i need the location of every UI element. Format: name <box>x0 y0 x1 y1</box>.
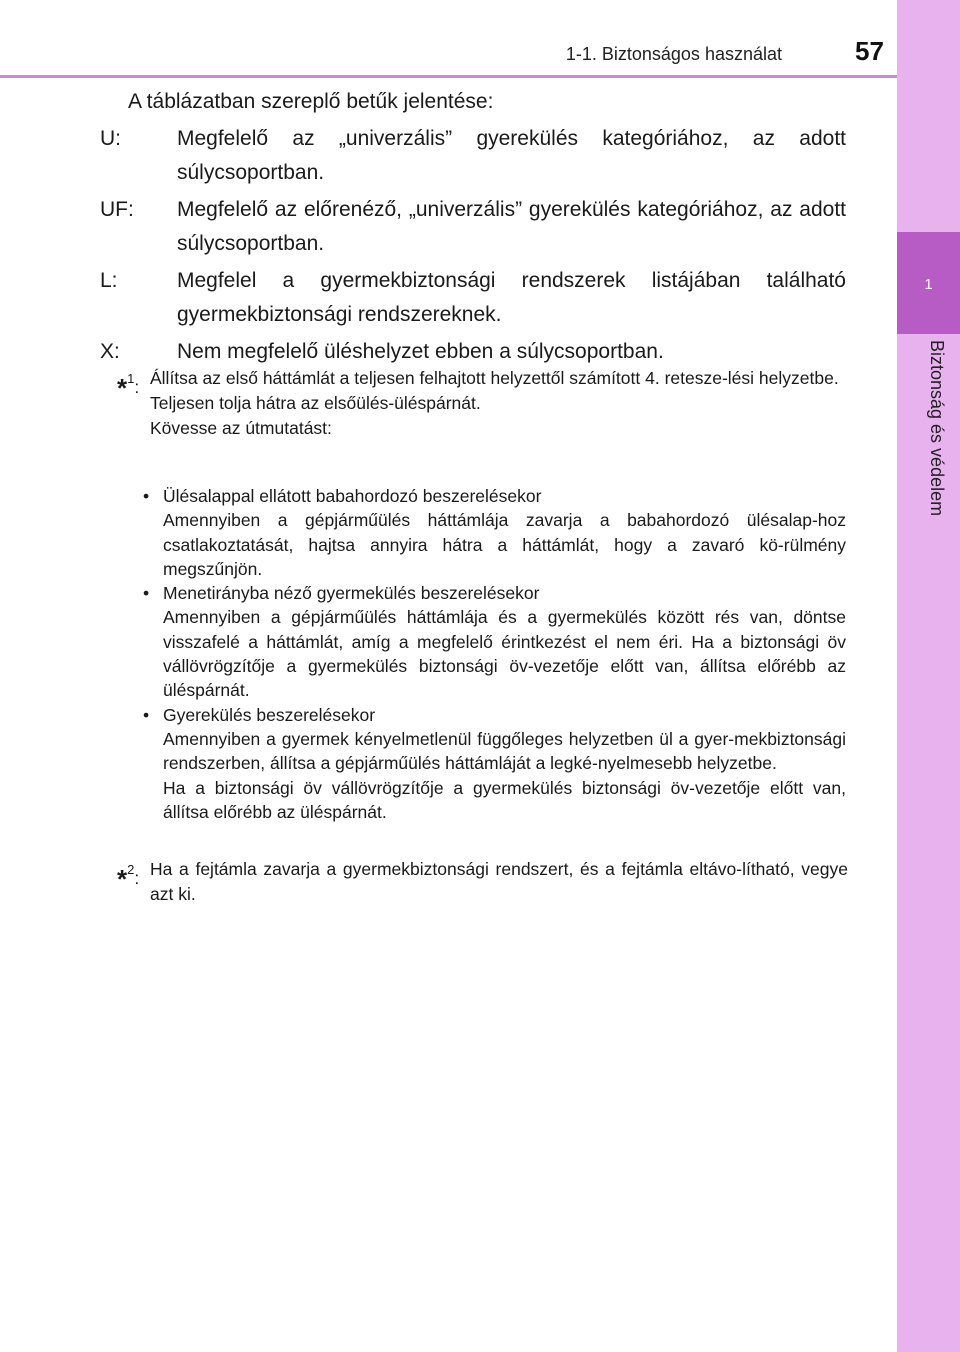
chapter-side-strip <box>897 0 960 1352</box>
footnote-2 <box>112 857 848 907</box>
footnote-line: Állítsa az első háttámlát a teljesen felhajtott helyzettől számított 4. retesze-lési helyzetbe. <box>150 368 839 388</box>
footnote-marker <box>117 366 140 403</box>
footnote-line: Teljesen tolja hátra az elsőülés-üléspárnát. <box>150 393 481 413</box>
chapter-number: 1 <box>924 276 933 293</box>
footnote-line: Kövesse az útmutatást: <box>150 418 332 438</box>
bullet-text: Amennyiben a gyermek kényelmetlenül függőleges helyzetben ül a gyer-mekbiztonsági rendszerben, állítsa a gépjárműülés háttámláját a legké-nyelmesebb helyzetbe. <box>163 728 846 774</box>
page-number: 57 <box>855 36 884 66</box>
definition-text: Megfelelő az „univerzális” gyerekülés kategóriához, az adott súlycsoportban. <box>177 127 846 184</box>
list-item <box>143 581 846 702</box>
asterisk-icon: * <box>117 864 128 894</box>
intro-text: A táblázatban szereplő betűk jelentése: <box>128 90 494 113</box>
bullet-heading: Menetirányba néző gyermekülés beszerelésekor <box>163 583 540 604</box>
footnote-1 <box>112 366 848 441</box>
bullet-heading: Gyerekülés beszerelésekor <box>163 704 376 725</box>
bullet-icon: • <box>143 583 150 604</box>
definition-text: Megfelelő az előrenéző, „univerzális” gyerekülés kategóriához, az adott súlycsoportban. <box>177 198 846 255</box>
bullet-text: Amennyiben a gépjárműülés háttámlája zavarja a babahordozó ülésalap-hoz csatlakoztatását, hajtsa annyira hátra a háttámlát, hogy a zavaró kö-rülmény megszűnjön. <box>163 510 846 579</box>
footnote-marker <box>117 857 140 894</box>
definition-item <box>100 264 846 332</box>
definition-item <box>100 335 846 369</box>
section-title: 1-1. Biztonságos használat <box>565 44 782 64</box>
definition-key: U: <box>100 127 121 150</box>
bullet-text: Ha a biztonsági öv vállövrögzítője a gyermekülés biztonsági öv-vezetője előtt van, állítsa előrébb az üléspárnát. <box>163 777 846 822</box>
bullet-icon: • <box>143 704 150 725</box>
bullet-heading: Ülésalappal ellátott babahordozó beszerelésekor <box>163 486 542 506</box>
footnote-number: 1 <box>127 371 135 386</box>
footnote-colon: : <box>134 377 140 397</box>
bullet-icon: • <box>143 486 150 506</box>
definition-key: L: <box>100 269 118 292</box>
bullet-list <box>143 484 846 824</box>
asterisk-icon: * <box>117 373 128 403</box>
chapter-label: Biztonság és védelem <box>927 340 947 517</box>
definition-key: UF: <box>100 198 134 221</box>
footnote-number: 2 <box>127 862 135 877</box>
definition-list <box>100 122 846 372</box>
list-item <box>143 484 846 581</box>
bullet-text: Amennyiben a gépjárműülés háttámlája és a gyermekülés között rés van, döntse visszafelé a háttámlát, amíg a megfelelő érintkezést el nem éri. Ha a biztonsági öv vállövrögzítője a gyermekülés biztonsági öv-vezetője előtt van, állítsa előrébb az üléspárnát. <box>163 607 846 701</box>
definition-item <box>100 122 846 190</box>
list-item <box>143 703 846 824</box>
footnote-colon: : <box>134 868 140 888</box>
footnote-line: Ha a fejtámla zavarja a gyermekbiztonsági rendszert, és a fejtámla eltávo-lítható, vegye azt ki. <box>150 859 848 904</box>
definition-text: Nem megfelelő üléshelyzet ebben a súlycsoportban. <box>177 340 664 363</box>
definition-text: Megfelel a gyermekbiztonsági rendszerek listájában található gyermekbiztonsági rendszereknek. <box>177 269 846 326</box>
header-rule <box>0 75 897 78</box>
definition-key: X: <box>100 340 120 363</box>
definition-item <box>100 193 846 261</box>
